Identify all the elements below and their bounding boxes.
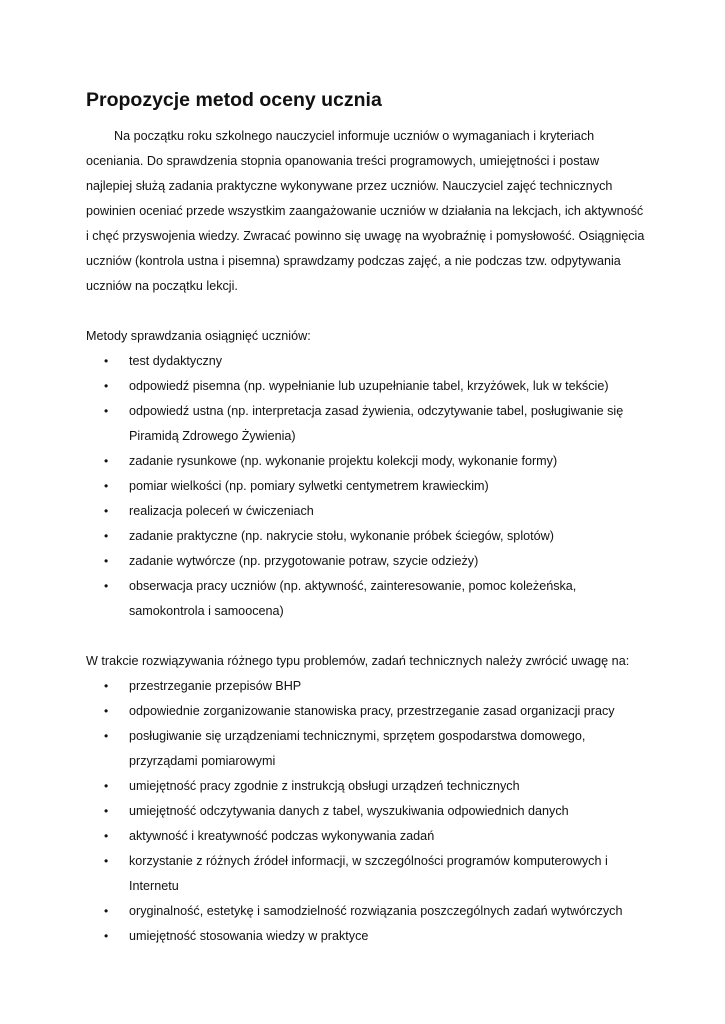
list-item [86,499,646,524]
list-item [86,699,646,724]
list-item [86,574,646,624]
list-item [86,524,646,549]
list-item-text: pomiar wielkości (np. pomiary sylwetki centymetrem krawieckim) [129,479,489,493]
list-item-text: przestrzeganie przepisów BHP [129,679,302,693]
list-item [86,399,646,449]
list-item-text: odpowiedź ustna (np. interpretacja zasad żywienia, odczytywanie tabel, posługiwanie się Piramidą Zdrowego Żywienia) [129,404,624,443]
bullet-icon: • [104,904,109,918]
bullet-icon: • [104,404,109,418]
document-page [86,86,646,949]
bullet-icon: • [104,379,109,393]
list-item-text: umiejętność stosowania wiedzy w praktyce [129,929,369,943]
list-item [86,924,646,949]
list-item [86,849,646,899]
list-item-text: aktywność i kreatywność podczas wykonywania zadań [129,829,435,843]
list-item-text: umiejętność pracy zgodnie z instrukcją obsługi urządzeń technicznych [129,779,520,793]
list-item [86,799,646,824]
list-item [86,724,646,774]
bullet-icon: • [104,479,109,493]
methods-list [86,349,646,624]
list-item-text: posługiwanie się urządzeniami technicznymi, sprzętem gospodarstwa domowego, przyrządami pomiarowymi [129,729,586,768]
list-item [86,474,646,499]
list-item-text: zadanie praktyczne (np. nakrycie stołu, wykonanie próbek ściegów, splotów) [129,529,554,543]
bullet-icon: • [104,704,109,718]
list-item-text: odpowiedź pisemna (np. wypełnianie lub uzupełnianie tabel, krzyżówek, luk w tekście) [129,379,609,393]
list-item-text: zadanie wytwórcze (np. przygotowanie potraw, szycie odzieży) [129,554,479,568]
bullet-icon: • [104,804,109,818]
methods-heading: Metody sprawdzania osiągnięć uczniów: [86,329,311,343]
document-title: Propozycje metod oceny ucznia [86,89,382,111]
list-item-text: odpowiednie zorganizowanie stanowiska pracy, przestrzeganie zasad organizacji pracy [129,704,615,718]
list-item [86,549,646,574]
intro-paragraph: Na początku roku szkolnego nauczyciel informuje uczniów o wymaganiach i kryteriach oceniania. Do sprawdzenia stopnia opanowania treści programowych, umiejętności i postaw najlepiej służą zadania praktyczne wykonywane przez uczniów. Nauczyciel zajęć technicznych powinien oceniać przede wszystkim zaangażowanie uczniów w działania na lekcjach, ich aktywność i chęć przyswojenia wiedzy. Zwracać powinno się uwagę na wyobraźnię i pomysłowość. Osiągnięcia uczniów (kontrola ustna i pisemna) sprawdzamy podczas zajęć, a nie podczas tzw. odpytywania uczniów na początku lekcji. [86,129,645,293]
bullet-icon: • [104,454,109,468]
spacer [86,624,646,649]
bullet-icon: • [104,579,109,593]
bullet-icon: • [104,829,109,843]
list-item-text: umiejętność odczytywania danych z tabel, wyszukiwania odpowiednich danych [129,804,569,818]
problems-list [86,674,646,949]
bullet-icon: • [104,729,109,743]
bullet-icon: • [104,854,109,868]
bullet-icon: • [104,779,109,793]
bullet-icon: • [104,354,109,368]
list-item [86,824,646,849]
problems-heading: W trakcie rozwiązywania różnego typu problemów, zadań technicznych należy zwrócić uwagę na: [86,654,630,668]
list-item-text: zadanie rysunkowe (np. wykonanie projektu kolekcji mody, wykonanie formy) [129,454,558,468]
list-item [86,774,646,799]
list-item [86,374,646,399]
bullet-icon: • [104,529,109,543]
list-item-text: realizacja poleceń w ćwiczeniach [129,504,314,518]
list-item-text: korzystanie z różnych źródeł informacji, w szczególności programów komputerowych i Internetu [129,854,608,893]
bullet-icon: • [104,554,109,568]
list-item-text: test dydaktyczny [129,354,223,368]
list-item [86,674,646,699]
list-item-text: obserwacja pracy uczniów (np. aktywność, zainteresowanie, pomoc koleżeńska, samokontrola i samoocena) [129,579,577,618]
list-item-text: oryginalność, estetykę i samodzielność rozwiązania poszczególnych zadań wytwórczych [129,904,623,918]
list-item [86,349,646,374]
spacer [86,299,646,324]
bullet-icon: • [104,504,109,518]
bullet-icon: • [104,679,109,693]
list-item [86,449,646,474]
list-item [86,899,646,924]
bullet-icon: • [104,929,109,943]
